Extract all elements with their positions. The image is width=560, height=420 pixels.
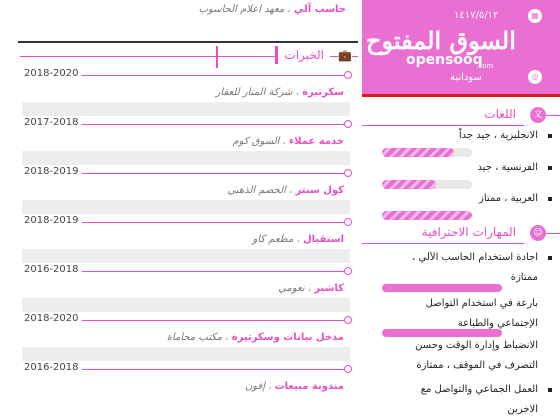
language-level-fill (382, 180, 436, 189)
briefcase-icon: 💼 (338, 49, 352, 62)
skill-item (362, 336, 560, 380)
timeline-dot (344, 120, 352, 128)
language-name: الفرنسية ، جيد (477, 162, 538, 173)
bullet (548, 388, 552, 392)
header-rule (362, 125, 524, 126)
skill-item (362, 380, 560, 415)
skill-item (362, 294, 560, 334)
experience-years: 2018-2020 (24, 68, 79, 79)
timeline-line (82, 320, 350, 321)
experience-company: السوق كوم (232, 136, 280, 147)
sidebar (362, 0, 560, 415)
brand-header (362, 0, 560, 94)
experience-description (22, 102, 350, 116)
skills-section-title: المهارات الاحترافية (421, 225, 516, 239)
experience-job: خدمة عملاء (289, 136, 344, 147)
languages-section-header (362, 104, 560, 126)
education-separator: ، (287, 4, 291, 15)
logo-arabic: السوق المفتوح (366, 26, 516, 55)
experience-item: 2018-2019 كول سنتر ، الخصم الذهبي (18, 166, 358, 215)
users-icon: ☺ (530, 225, 546, 241)
experience-description (22, 298, 350, 312)
timeline-dot (344, 316, 352, 324)
experience-company: إفون (244, 381, 266, 392)
experience-company: مكتب محاماة (166, 332, 223, 343)
skill-name: الانضباط وإدارة الوقت وحسن التصرف في الموقف ، ممتازة (415, 340, 538, 371)
experience-company: مطعم كاو (252, 234, 294, 245)
experience-item: 2016-2018 كاشير ، نعومي (18, 264, 358, 313)
skill-item (362, 248, 560, 292)
header-accent-bar (216, 46, 218, 68)
timeline-line (82, 222, 350, 223)
experience-item: 2018-2019 استقبال ، مطعم كاو (18, 215, 358, 264)
experience-description (22, 200, 350, 214)
language-level-track (382, 180, 472, 189)
globe-icon: ◎ (528, 70, 542, 84)
experience-job: مندوبة مبيعات (274, 381, 344, 392)
language-level-fill (382, 148, 454, 157)
experience-item: 2018-2020 سكرتيرة ، شركة المنار للعقار (18, 68, 358, 117)
skill-bar (382, 284, 502, 292)
language-name: العربية ، ممتاز (479, 193, 538, 204)
skill-name: بارعة في استخدام التواصل الإجتماعي والطباعة (425, 298, 538, 329)
bullet (548, 197, 552, 201)
experience-description (22, 151, 350, 165)
bullet (548, 166, 552, 170)
experience-description (22, 249, 350, 263)
skill-name: اجادة استخدام الحاسب الآلي ، ممتازة (412, 252, 538, 283)
experience-years: 2017-2018 (24, 117, 79, 128)
language-level-fill (382, 211, 472, 220)
languages-section-title: اللغات (484, 107, 516, 121)
nationality: سودانية (450, 72, 482, 83)
experience-item: 2016-2018 مندوبة مبيعات ، إفون (18, 362, 358, 400)
timeline-dot (344, 71, 352, 79)
experience-item: 2018-2020 مدخل بيانات وسكرتيرة ، مكتب محاماة (18, 313, 358, 362)
language-level-track (382, 211, 472, 220)
translate-icon: 文 (530, 107, 546, 123)
experience-years: 2018-2019 (24, 166, 79, 177)
timeline-line (82, 369, 350, 370)
timeline-line (82, 124, 350, 125)
header-stub (546, 115, 560, 116)
brand-stripe (362, 94, 560, 97)
date-of-birth: ١٤١٧/٥/١٢ (454, 10, 499, 21)
timeline-dot (344, 267, 352, 275)
experience-job: كاشير (314, 283, 344, 294)
language-level-track (382, 148, 472, 157)
experience-company: الخصم الذهبي (227, 185, 286, 196)
timeline-line (82, 75, 350, 76)
education-title: حاسب آلي (293, 4, 346, 15)
experience-years: 2016-2018 (24, 362, 79, 373)
logo-suffix: .com (476, 62, 494, 70)
experience-item: 2017-2018 خدمة عملاء ، السوق كوم (18, 117, 358, 166)
experience-job: كول سنتر (295, 185, 344, 196)
language-item (362, 162, 560, 192)
language-name: الانجليزية ، جيد جداً (458, 130, 538, 141)
header-stub (546, 233, 560, 234)
experience-job: سكرتيرة (302, 87, 344, 98)
skills-section-header (362, 222, 560, 244)
timeline-line (82, 173, 350, 174)
bullet (548, 256, 552, 260)
experience-job: استقبال (302, 234, 344, 245)
bullet (548, 134, 552, 138)
timeline-dot (344, 365, 352, 373)
timeline-dot (344, 218, 352, 226)
divider (18, 41, 358, 43)
experience-years: 2018-2019 (24, 215, 79, 226)
experience-company: شركة المنار للعقار (215, 87, 293, 98)
experience-section-title: الخبرات (275, 46, 330, 64)
experience-section-header (20, 46, 358, 68)
experience-years: 2018-2020 (24, 313, 79, 324)
timeline-line (82, 271, 350, 272)
skill-name: العمل الجماعي والتواصل مع الاخرين (420, 384, 538, 415)
language-item (362, 193, 560, 223)
experience-description (22, 347, 350, 361)
calendar-icon: ▦ (528, 9, 542, 23)
education-entry (6, 4, 346, 15)
experience-years: 2016-2018 (24, 264, 79, 275)
timeline-dot (344, 169, 352, 177)
experience-company: نعومي (278, 283, 305, 294)
education-institution: معهد اعلام الحاسوب (198, 4, 285, 15)
language-item (362, 130, 560, 160)
logo-latin: opensooq (406, 52, 483, 68)
header-rule (362, 243, 524, 244)
experience-job: مدخل بيانات وسكرتيرة (231, 332, 344, 343)
